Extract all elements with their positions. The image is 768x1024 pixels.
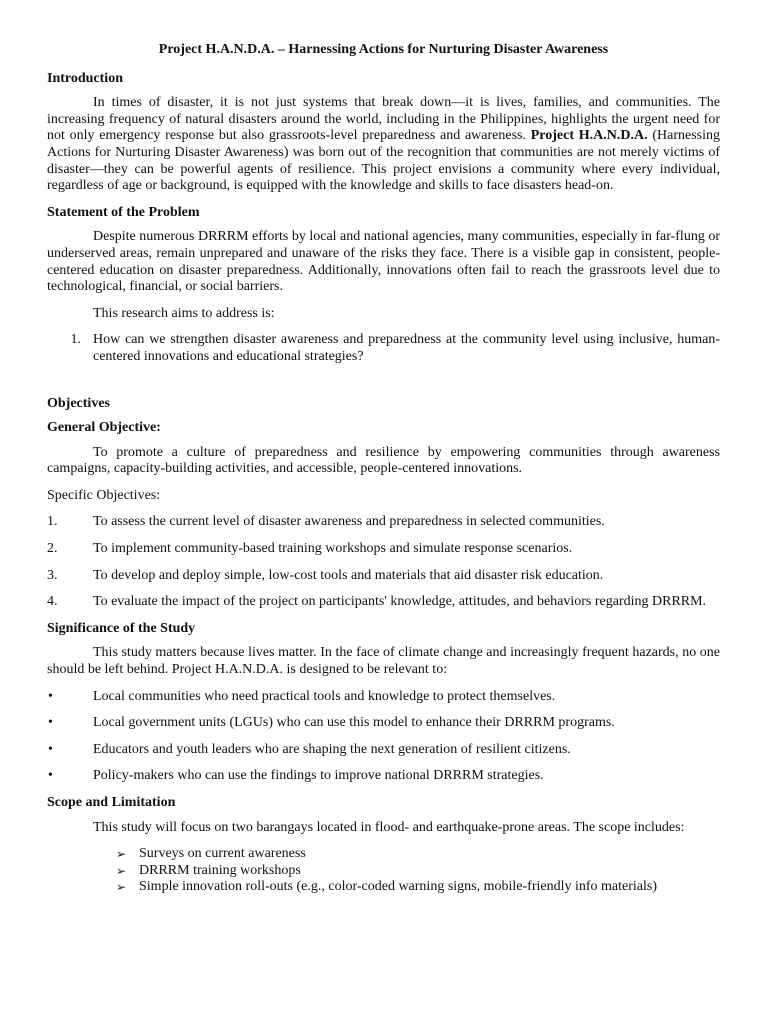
significance-paragraph: This study matters because lives matter. In the face of climate change and increasingly frequent hazards, no one should be left behind. Project H.A.N.D.A. is designed to be relevant to:	[47, 645, 720, 678]
objectives-heading: Objectives	[47, 395, 110, 411]
introduction-heading: Introduction	[47, 70, 123, 86]
scope-heading: Scope and Limitation	[47, 795, 176, 810]
list-item	[47, 541, 720, 558]
problem-heading: Statement of the Problem	[47, 204, 200, 220]
document-title: Project H.A.N.D.A. – Harnessing Actions for Nurturing Disaster Awareness	[158, 42, 609, 57]
list-text: Educators and youth leaders who are shaping the next generation of resilient citizens.	[93, 741, 571, 757]
research-questions	[47, 332, 720, 365]
list-text: How can we strengthen disaster awareness and preparedness at the community level using inclusive, human-centered innovations and educational strategies?	[93, 332, 720, 364]
research-aim: This research aims to address is:	[93, 305, 275, 321]
arrow-bullet-icon: ➢	[116, 847, 127, 862]
list-text: Simple innovation roll-outs (e.g., color-coded warning signs, mobile-friendly info materials)	[139, 879, 657, 895]
specific-objectives-heading: Specific Objectives:	[47, 487, 161, 503]
scope-list	[116, 846, 720, 896]
list-item	[47, 332, 720, 365]
list-number: 1.	[47, 514, 58, 530]
bullet-marker: •	[48, 688, 53, 704]
list-number: 3.	[47, 567, 58, 583]
intro-text-b: (Harnessing Actions for Nurturing Disaster Awareness) was born out of the recognition that communities are not merely victims of disaster—they can be powerful agents of resilience. This project envisions a community where every individual, regardless of age or background, is equipped with the knowledge and skills to face disasters head-on.	[47, 128, 720, 194]
significance-bullets	[47, 689, 720, 785]
list-item	[116, 846, 720, 863]
list-number: 1.	[70, 332, 81, 348]
specific-objectives-list	[47, 514, 720, 610]
list-item	[47, 715, 720, 732]
introduction-paragraph	[47, 95, 720, 195]
list-text: To develop and deploy simple, low-cost tools and materials that aid disaster risk education.	[93, 567, 604, 583]
scope-paragraph: This study will focus on two barangays located in flood- and earthquake-prone areas. The scope includes:	[93, 819, 685, 835]
list-text: To assess the current level of disaster awareness and preparedness in selected communities.	[93, 514, 605, 530]
arrow-bullet-icon: ➢	[116, 880, 127, 895]
list-text: DRRRM training workshops	[139, 862, 301, 878]
bullet-marker: •	[48, 768, 53, 784]
list-text: Local government units (LGUs) who can use this model to enhance their DRRRM programs.	[93, 715, 615, 731]
blank-line	[47, 376, 720, 396]
problem-paragraph: Despite numerous DRRRM efforts by local and national agencies, many communities, especially in far-flung or underserved areas, remain unprepared and unaware of the risks they face. There is a visible gap in consistent, people-centered education on disaster preparedness. Additionally, innovations often fail to reach the grassroots level due to technological, financial, or social barriers.	[47, 229, 720, 295]
general-objective-heading: General Objective:	[47, 420, 161, 436]
list-item	[47, 568, 720, 585]
intro-project-name: Project H.A.N.D.A.	[530, 128, 648, 144]
list-text: Surveys on current awareness	[139, 846, 306, 862]
significance-heading: Significance of the Study	[47, 620, 196, 636]
list-item	[47, 594, 720, 611]
arrow-bullet-icon: ➢	[116, 863, 127, 878]
list-item	[116, 863, 720, 880]
list-text: Local communities who need practical tools and knowledge to protect themselves.	[93, 688, 556, 704]
list-item	[47, 768, 720, 785]
list-item	[47, 742, 720, 759]
list-number: 4.	[47, 594, 58, 610]
intro-text-a: In times of disaster, it is not just systems that break down—it is lives, families, and communities. The increasing frequency of natural disasters around the world, including in the Philippines, highlights the urgent need for not only emergency response but also grassroots-level preparedness and awareness.	[47, 95, 720, 144]
bullet-marker: •	[48, 741, 53, 757]
bullet-marker: •	[48, 715, 53, 731]
list-text: To implement community-based training workshops and simulate response scenarios.	[93, 541, 573, 557]
general-objective-text: To promote a culture of preparedness and resilience by empowering communities through awareness campaigns, capacity-building activities, and accessible, people-centered innovations.	[47, 444, 720, 477]
list-item	[47, 514, 720, 531]
list-item	[116, 879, 720, 896]
list-text: To evaluate the impact of the project on participants' knowledge, attitudes, and behaviors regarding DRRRM.	[93, 594, 707, 610]
list-number: 2.	[47, 541, 58, 557]
list-item	[47, 689, 720, 706]
list-text: Policy-makers who can use the findings to improve national DRRRM strategies.	[93, 768, 544, 784]
